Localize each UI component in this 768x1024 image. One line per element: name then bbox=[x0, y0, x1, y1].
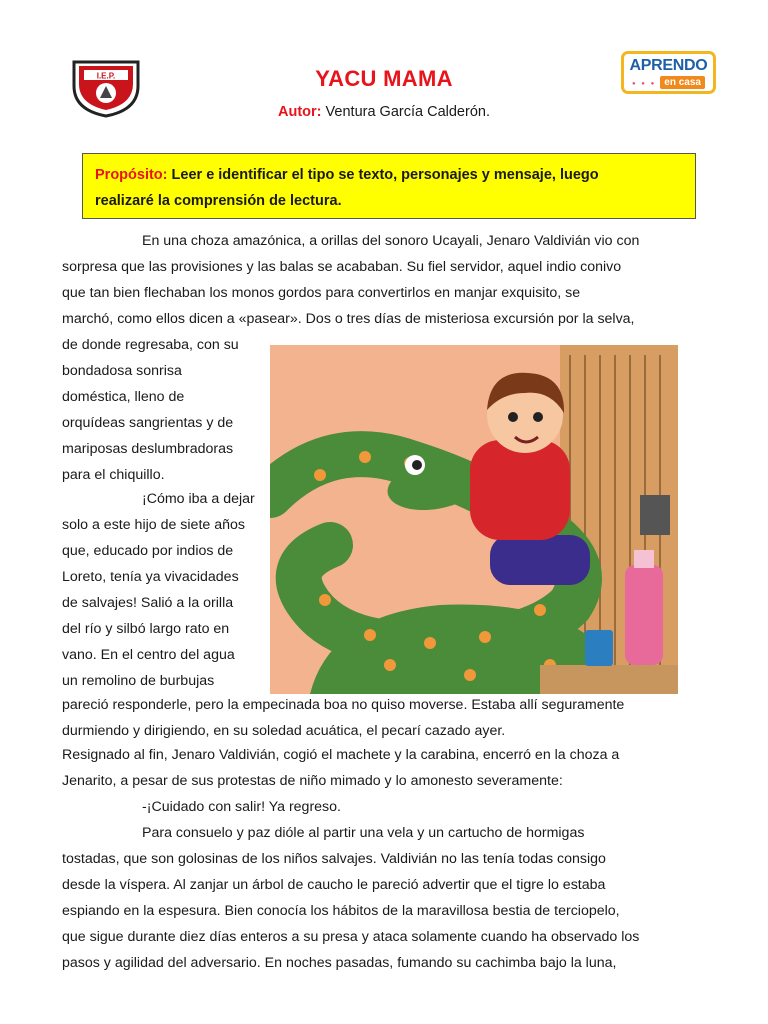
body-line: de donde regresaba, con su bbox=[62, 337, 239, 353]
story-illustration bbox=[270, 345, 678, 694]
purpose-line1 bbox=[95, 162, 683, 188]
body-line: Jenarito, a pesar de sus protestas de niño mimado y lo amonesto severamente: bbox=[62, 773, 563, 789]
brand-line2: en casa bbox=[660, 76, 705, 89]
body-line: bondadosa sonrisa bbox=[62, 363, 182, 379]
school-logo-text: I.E.P. bbox=[96, 71, 116, 81]
purpose-label: Propósito: bbox=[95, 167, 168, 183]
body-line: -¡Cuidado con salir! Ya regreso. bbox=[142, 799, 341, 815]
purpose-text-2: realizaré la comprensión de lectura. bbox=[95, 193, 342, 209]
body-line: sorpresa que las provisiones y las balas se acababan. Su fiel servidor, aquel indio conivo bbox=[62, 259, 622, 275]
purpose-text-1: Leer e identificar el tipo se texto, personajes y mensaje, luego bbox=[171, 167, 599, 183]
body-line: que sigue durante diez días enteros a su presa y ataca solamente cuando ha observado los bbox=[62, 929, 640, 945]
body-line: Resignado al fin, Jenaro Valdivián, cogió el machete y la carabina, encerró en la choza a bbox=[62, 747, 620, 763]
body-line: un remolino de burbujas bbox=[62, 673, 215, 689]
body-line: tostadas, que son golosinas de los niños salvajes. Valdivián no las tenía todas consigo bbox=[62, 851, 606, 867]
body-line: durmiendo y dirigiendo, en su soledad acuática, el pecarí cazado ayer. bbox=[62, 723, 506, 739]
body-line: mariposas deslumbradoras bbox=[62, 441, 234, 457]
body-line: En una choza amazónica, a orillas del sonoro Ucayali, Jenaro Valdivián vio con bbox=[142, 233, 640, 249]
body-line: ¡Cómo iba a dejar bbox=[142, 491, 255, 507]
body-line: que tan bien flechaban los monos gordos para convertirlos en manjar exquisito, se bbox=[62, 285, 581, 301]
body-line: orquídeas sangrientas y de bbox=[62, 415, 234, 431]
body-line: del río y silbó largo rato en bbox=[62, 621, 230, 637]
body-line: Para consuelo y paz dióle al partir una vela y un cartucho de hormigas bbox=[142, 825, 585, 841]
body-line: doméstica, lleno de bbox=[62, 389, 185, 405]
body-line: para el chiquillo. bbox=[62, 467, 165, 483]
body-line: desde la víspera. Al zanjar un árbol de caucho le pareció advertir que el tigre lo estaba bbox=[62, 877, 606, 893]
body-line: que, educado por indios de bbox=[62, 543, 234, 559]
purpose-box bbox=[82, 153, 696, 219]
body-line: de salvajes! Salió a la orilla bbox=[62, 595, 234, 611]
page-title: YACU MAMA bbox=[315, 66, 453, 91]
body-line: vano. En el centro del agua bbox=[62, 647, 235, 663]
body-line: pasos y agilidad del adversario. En noches pasadas, fumando su cachimba bajo la luna, bbox=[62, 955, 617, 971]
brand-line1: APRENDO bbox=[629, 57, 708, 74]
author-label: Autor: bbox=[278, 104, 322, 120]
body-line: pareció responderle, pero la empecinada boa no quiso moverse. Estaba allí seguramente bbox=[62, 697, 625, 713]
author-name: Ventura García Calderón. bbox=[325, 104, 490, 120]
author-line bbox=[0, 104, 768, 120]
body-line: solo a este hijo de siete años bbox=[62, 517, 245, 533]
body-line: marchó, como ellos dicen a «pasear». Dos o tres días de misteriosa excursión por la selva, bbox=[62, 311, 635, 327]
body-line: Loreto, tenía ya vivacidades bbox=[62, 569, 239, 585]
body-line: espiando en la espesura. Bien conocía los hábitos de la maravillosa bestia de terciopelo, bbox=[62, 903, 620, 919]
brand-dots-icon: ● ● ● bbox=[632, 81, 657, 87]
